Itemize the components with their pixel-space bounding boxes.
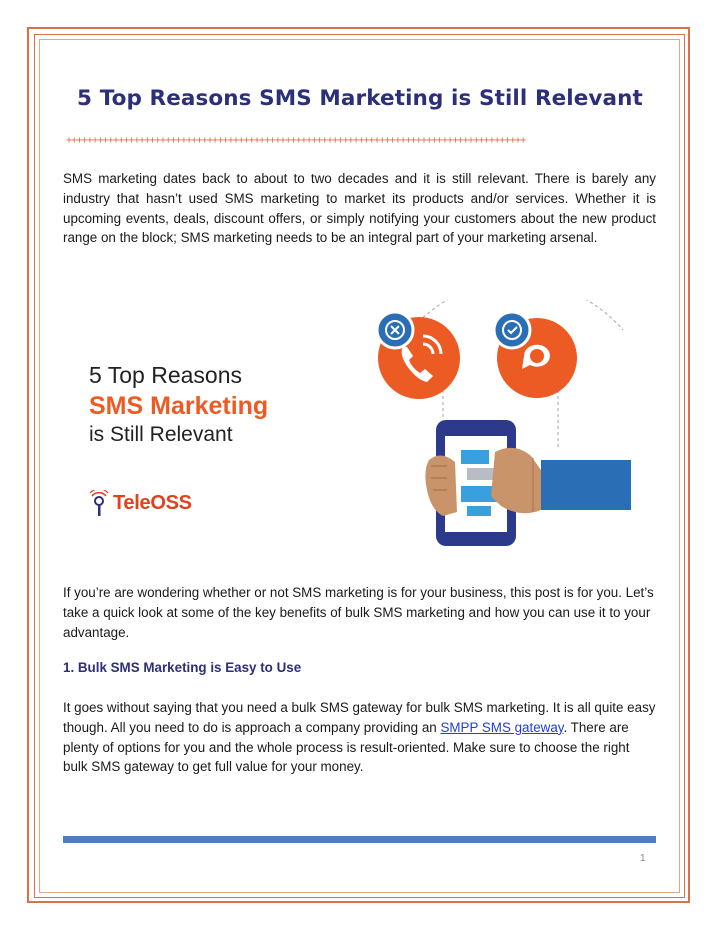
- page-number: 1: [640, 853, 646, 864]
- section-heading-easy-to-use: 1. Bulk SMS Marketing is Easy to Use: [63, 660, 302, 675]
- phone-hand-graphic: [63, 300, 656, 555]
- logo-text: TeleOSS: [113, 492, 192, 514]
- decorative-plus-rule: ++++++++++++++++++++++++++++++++++++++++++++++++++++++++++++++++++++++++++++++++++++++++: [66, 136, 526, 146]
- intro-paragraph: SMS marketing dates back to about to two decades and it is still relevant. There is barely any industry that hasn’t used SMS marketing to market its products and/or services. Whether it is upcoming events, deals, discount offers, or simply notifying your customers about the new product range on the block; SMS marketing needs to be an integral part of your marketing arsenal.: [63, 171, 656, 246]
- hero-illustration: [63, 300, 656, 555]
- gateway-text-before: It goes without saying that you need a bulk SMS gateway for bulk SMS marketing. It is all quite easy though. All you need to do is approach a company providing an: [63, 700, 656, 735]
- close-icon: [377, 312, 413, 348]
- illustration-title-line2: SMS Marketing: [89, 392, 269, 420]
- gateway-paragraph: [63, 698, 656, 777]
- illustration-title-line1: 5 Top Reasons: [89, 362, 243, 388]
- illustration-title-line3: is Still Relevant: [89, 423, 233, 446]
- footer-bar: [63, 836, 656, 843]
- gateway-text-after: . There are plenty of options for you and the whole process is result-oriented. Make sure to choose the right bulk SMS gateway to get full value for your money.: [63, 719, 630, 775]
- smpp-gateway-link[interactable]: SMPP SMS gateway: [440, 719, 564, 735]
- page-title: 5 Top Reasons SMS Marketing is Still Relevant: [77, 86, 643, 111]
- check-icon: [494, 312, 530, 348]
- benefits-intro-paragraph: If you’re are wondering whether or not SMS marketing is for your business, this post is for you. Let’s take a quick look at some of the key benefits of bulk SMS marketing and how you can use it to your advantage.: [63, 585, 654, 640]
